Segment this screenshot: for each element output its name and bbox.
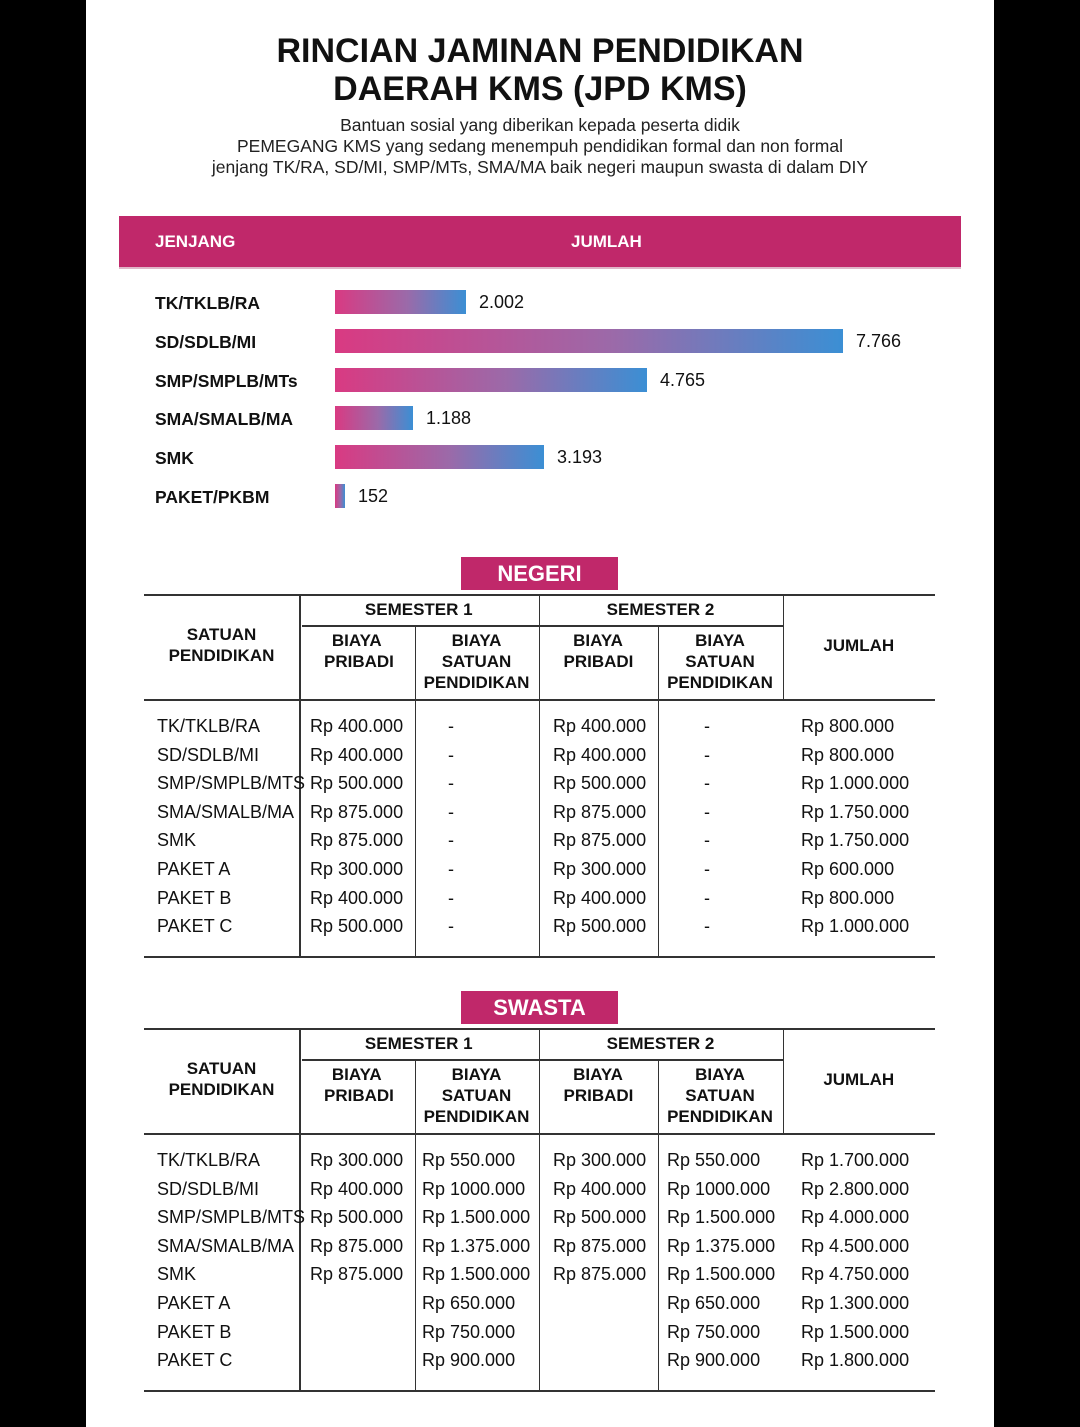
table-cell: PAKET C	[157, 1350, 233, 1371]
column-rule	[415, 1061, 417, 1390]
table-cell: -	[704, 773, 710, 794]
header-jenjang: JENJANG	[155, 232, 236, 251]
table-cell: Rp 875.000	[310, 1235, 404, 1256]
table-cell: Rp 800.000	[801, 887, 895, 908]
table-cell: -	[448, 859, 454, 879]
table-cell: Rp 875.000	[553, 830, 647, 851]
table-cell: -	[704, 801, 710, 822]
data-label: 3.193	[557, 447, 603, 467]
table-cell: Rp 1.375.000	[422, 1235, 531, 1256]
table-cell: Rp 400.000	[553, 744, 647, 765]
header-biaya-satuan-s2: BIAYA SATUAN PENDIDIKAN	[667, 1065, 773, 1126]
table-cell: Rp 900.000	[422, 1350, 516, 1371]
bar	[335, 368, 647, 392]
table-cell: Rp 1.700.000	[801, 1150, 910, 1170]
table-cell: SMK	[157, 830, 197, 851]
subtitle-line3: jenjang TK/RA, SD/MI, SMP/MTs, SMA/MA baik negeri maupun swasta di dalam DIY	[211, 157, 869, 177]
data-label: 152	[358, 486, 389, 506]
table-cell: Rp 300.000	[310, 859, 404, 879]
header-satuan-pendidikan: SATUAN PENDIDIKAN	[168, 625, 275, 665]
table-cell: Rp 1.500.000	[667, 1264, 776, 1285]
table-cell: Rp 1.500.000	[801, 1321, 910, 1342]
table-cell: Rp 1.300.000	[801, 1293, 910, 1313]
data-label: 2.002	[479, 292, 525, 312]
table-cell: Rp 800.000	[801, 744, 895, 765]
table-cell: -	[448, 887, 454, 908]
table-cell: Rp 600.000	[801, 859, 895, 879]
bar	[335, 406, 413, 430]
category-label: SD/SDLB/MI	[155, 332, 257, 352]
column-rule	[539, 596, 541, 956]
table-cell: SMA/SMALB/MA	[157, 801, 295, 822]
table-cell: PAKET B	[157, 1321, 232, 1342]
table-cell: Rp 400.000	[310, 716, 404, 736]
table-cell: SMP/SMPLB/MTS	[157, 773, 306, 794]
table-cell: Rp 550.000	[422, 1150, 516, 1170]
table-cell: PAKET B	[157, 887, 232, 908]
column-rule	[415, 627, 417, 956]
chart-title-line1: RINCIAN JAMINAN PENDIDIKAN	[276, 32, 804, 70]
category-label: TK/TKLB/RA	[155, 293, 260, 313]
subtitle-line1: Bantuan sosial yang diberikan kepada peserta didik	[340, 115, 740, 135]
table-bottom-rule	[144, 956, 935, 958]
table-cell: Rp 500.000	[310, 916, 404, 937]
table-cell: Rp 4.750.000	[801, 1264, 910, 1285]
table-cell: SMK	[157, 1264, 197, 1285]
table-cell: -	[448, 773, 454, 794]
table-cell: Rp 2.800.000	[801, 1178, 910, 1199]
table-cell: Rp 500.000	[553, 1207, 647, 1228]
header-semester-1: SEMESTER 1	[364, 1034, 473, 1053]
table-cell: Rp 1000.000	[422, 1178, 526, 1199]
table-cell: Rp 875.000	[310, 830, 404, 851]
header-biaya-pribadi-s2: BIAYA PRIBADI	[563, 1065, 634, 1105]
table-cell: Rp 500.000	[553, 916, 647, 937]
table-cell: Rp 400.000	[553, 887, 647, 908]
table-cell: -	[448, 716, 454, 736]
table-cell: PAKET C	[157, 916, 233, 937]
table-cell: Rp 300.000	[553, 1150, 647, 1170]
table-cell: Rp 1000.000	[667, 1178, 771, 1199]
category-label: SMK	[155, 448, 194, 468]
column-rule	[539, 1030, 541, 1390]
table-cell: Rp 1.500.000	[422, 1207, 531, 1228]
header-biaya-satuan-s1: BIAYA SATUAN PENDIDIKAN	[423, 631, 530, 692]
header-jumlah: JUMLAH	[823, 636, 895, 655]
data-label: 1.188	[426, 408, 472, 428]
table-cell: Rp 550.000	[667, 1150, 761, 1170]
table-cell: Rp 400.000	[553, 716, 647, 736]
category-label: SMP/SMPLB/MTs	[155, 371, 298, 391]
table-cell: Rp 1.000.000	[801, 773, 910, 794]
table-cell: Rp 650.000	[667, 1293, 761, 1313]
table-cell: Rp 750.000	[667, 1321, 761, 1342]
table-cell: Rp 1.500.000	[422, 1264, 531, 1285]
table-cell: TK/TKLB/RA	[157, 716, 261, 736]
table-cell: -	[704, 716, 710, 736]
table-cell: Rp 800.000	[801, 716, 895, 736]
header-biaya-pribadi-s1: BIAYA PRIBADI	[324, 1065, 394, 1105]
table-cell: -	[448, 801, 454, 822]
table-cell: -	[704, 859, 710, 879]
table-cell: -	[704, 916, 710, 937]
table-cell: SMA/SMALB/MA	[157, 1235, 295, 1256]
table-cell: SMP/SMPLB/MTS	[157, 1207, 306, 1228]
table-cell: SD/SDLB/MI	[157, 1178, 260, 1199]
table-cell: -	[448, 830, 454, 851]
table-cell: Rp 875.000	[310, 801, 404, 822]
semester-rule	[302, 1059, 783, 1061]
header-biaya-satuan-s2: BIAYA SATUAN PENDIDIKAN	[667, 631, 773, 692]
table-cell: Rp 400.000	[310, 887, 404, 908]
table-cell: Rp 4.500.000	[801, 1235, 910, 1256]
table-cell: PAKET A	[157, 859, 231, 879]
column-rule	[658, 627, 660, 956]
table-cell: Rp 500.000	[553, 773, 647, 794]
header-biaya-pribadi-s2: BIAYA PRIBADI	[563, 631, 634, 671]
table-cell: SD/SDLB/MI	[157, 744, 260, 765]
bar-chart-header	[119, 216, 961, 269]
table-cell: Rp 875.000	[553, 1264, 647, 1285]
section-label: NEGERI	[461, 557, 618, 590]
table-bottom-rule	[144, 1390, 935, 1392]
subtitle-line2: PEMEGANG KMS yang sedang menempuh pendidikan formal dan non formal	[236, 136, 843, 156]
header-biaya-satuan-s1: BIAYA SATUAN PENDIDIKAN	[423, 1065, 530, 1126]
table-cell: Rp 750.000	[422, 1321, 516, 1342]
table-cell: Rp 900.000	[667, 1350, 761, 1371]
table-cell: Rp 875.000	[310, 1264, 404, 1285]
header-semester-2: SEMESTER 2	[606, 1034, 715, 1053]
data-label: 4.765	[660, 370, 706, 390]
table-cell: Rp 400.000	[310, 744, 404, 765]
column-rule	[658, 1061, 660, 1390]
header-jumlah: JUMLAH	[571, 232, 642, 251]
table-cell: Rp 500.000	[310, 773, 404, 794]
category-label: SMA/SMALB/MA	[155, 409, 294, 429]
table-cell: Rp 500.000	[310, 1207, 404, 1228]
table-cell: Rp 400.000	[310, 1178, 404, 1199]
header-jumlah: JUMLAH	[823, 1070, 895, 1089]
table-cell: Rp 1.750.000	[801, 830, 910, 851]
bar	[335, 484, 345, 508]
header-satuan-pendidikan: SATUAN PENDIDIKAN	[168, 1059, 275, 1099]
table-cell: Rp 300.000	[553, 859, 647, 879]
category-label: PAKET/PKBM	[155, 487, 270, 507]
bar	[335, 329, 843, 353]
header-biaya-pribadi-s1: BIAYA PRIBADI	[324, 631, 394, 671]
table-cell: Rp 650.000	[422, 1293, 516, 1313]
infographic-page	[86, 0, 994, 1427]
section-label: SWASTA	[461, 991, 618, 1024]
table-cell: -	[448, 916, 454, 937]
bar	[335, 290, 466, 314]
table-cell: TK/TKLB/RA	[157, 1150, 261, 1170]
table-cell: Rp 1.375.000	[667, 1235, 776, 1256]
table-cell: -	[704, 887, 710, 908]
table-cell: Rp 1.500.000	[667, 1207, 776, 1228]
data-label: 7.766	[856, 331, 902, 351]
table-cell: Rp 300.000	[310, 1150, 404, 1170]
header-semester-2: SEMESTER 2	[606, 600, 715, 619]
header-semester-1: SEMESTER 1	[364, 600, 473, 619]
table-cell: Rp 875.000	[553, 801, 647, 822]
table-cell: Rp 875.000	[553, 1235, 647, 1256]
chart-title-line2: DAERAH KMS (JPD KMS)	[333, 70, 747, 108]
table-cell: Rp 1.000.000	[801, 916, 910, 937]
table-cell: Rp 1.750.000	[801, 801, 910, 822]
bar	[335, 445, 544, 469]
table-cell: Rp 1.800.000	[801, 1350, 910, 1371]
table-cell: PAKET A	[157, 1293, 231, 1313]
table-cell: -	[704, 744, 710, 765]
table-cell: -	[704, 830, 710, 851]
table-cell: Rp 400.000	[553, 1178, 647, 1199]
semester-rule	[302, 625, 783, 627]
table-cell: -	[448, 744, 454, 765]
table-cell: Rp 4.000.000	[801, 1207, 910, 1228]
